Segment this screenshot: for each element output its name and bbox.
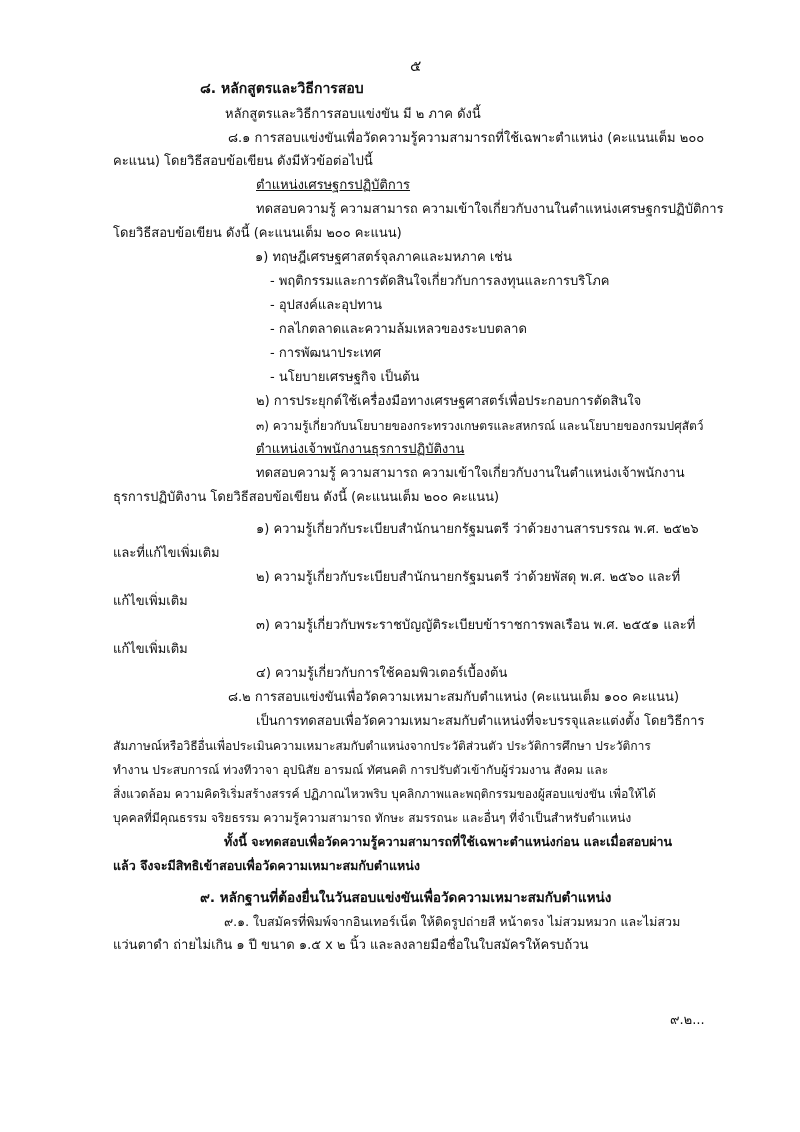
economist-desc1: ทดสอบความรู้ ความสามารถ ความเข้าใจเกี่ยวกับงานในตำแหน่งเศรษฐกรปฏิบัติการ xyxy=(256,202,724,217)
clerk-desc2: ธุรการปฏิบัติงาน โดยวิธีสอบข้อเขียน ดังนี้ (คะแนนเต็ม ๒๐๐ คะแนน) xyxy=(113,490,500,505)
economist-sub3: - กลไกตลาดและความล้มเหลวของระบบตลาด xyxy=(270,322,527,337)
economist-item3: ๓) ความรู้เกี่ยวกับนโยบายของกระทรวงเกษตรและสหกรณ์ และนโยบายของกรมปศุสัตว์ xyxy=(256,419,704,433)
economist-sub1: - พฤติกรรมและการตัดสินใจเกี่ยวกับการลงทุนและการบริโภค xyxy=(270,274,610,289)
clerk-item1b: และที่แก้ไขเพิ่มเติม xyxy=(113,546,220,561)
s82-p4: สิ่งแวดล้อม ความคิดริเริ่มสร้างสรรค์ ปฏิภาณไหวพริบ บุคลิกภาพและพฤติกรรมของผู้สอบแข่งขัน เพื่อให้ได้ xyxy=(113,787,656,801)
clerk-item2b: แก้ไขเพิ่มเติม xyxy=(113,594,188,609)
next-page-marker: ๙.๒... xyxy=(670,1013,705,1028)
s82-p1: เป็นการทดสอบเพื่อวัดความเหมาะสมกับตำแหน่งที่จะบรรจุและแต่งตั้ง โดยวิธีการ xyxy=(256,714,705,729)
economist-title: ตำแหน่งเศรษฐกรปฏิบัติการ xyxy=(256,178,411,193)
economist-sub4: - การพัฒนาประเทศ xyxy=(270,346,381,361)
s91-line2: แว่นตาดำ ถ่ายไม่เกิน ๑ ปี ขนาด ๑.๕ x ๒ นิ้ว และลงลายมือชื่อในใบสมัครให้ครบถ้วน xyxy=(113,938,589,953)
economist-desc2: โดยวิธีสอบข้อเขียน ดังนี้ (คะแนนเต็ม ๒๐๐ คะแนน) xyxy=(113,226,402,241)
clerk-item4: ๔) ความรู้เกี่ยวกับการใช้คอมพิวเตอร์เบื้องต้น xyxy=(256,666,508,681)
clerk-title: ตำแหน่งเจ้าพนักงานธุรการปฏิบัติงาน xyxy=(256,442,465,457)
economist-item1: ๑) ทฤษฎีเศรษฐศาสตร์จุลภาคและมหภาค เช่น xyxy=(255,250,512,265)
clerk-item2a: ๒) ความรู้เกี่ยวกับระเบียบสำนักนายกรัฐมนตรี ว่าด้วยพัสดุ พ.ศ. ๒๕๖๐ และที่ xyxy=(256,570,681,585)
s91-line1: ๙.๑. ใบสมัครที่พิมพ์จากอินเทอร์เน็ต ให้ติดรูปถ่ายสี หน้าตรง ไม่สวมหมวก และไม่สวม xyxy=(224,914,681,929)
s82-p3: ทำงาน ประสบการณ์ ท่วงทีวาจา อุปนิสัย อารมณ์ ทัศนคติ การปรับตัวเข้ากับผู้ร่วมงาน สังคม และ xyxy=(113,763,609,777)
clerk-desc1: ทดสอบความรู้ ความสามารถ ความเข้าใจเกี่ยวกับงานในตำแหน่งเจ้าพนักงาน xyxy=(256,466,685,481)
clerk-item3b: แก้ไขเพิ่มเติม xyxy=(113,642,188,657)
economist-sub2: - อุปสงค์และอุปทาน xyxy=(270,298,383,313)
section8-note2: แล้ว จึงจะมีสิทธิเข้าสอบเพื่อวัดความเหมาะสมกับตำแหน่ง xyxy=(113,858,420,873)
section8-note1: ทั้งนี้ จะทดสอบเพื่อวัดความรู้ความสามารถที่ใช้เฉพาะตำแหน่งก่อน และเมื่อสอบผ่าน xyxy=(224,834,673,849)
page-number: ๕ xyxy=(410,57,422,75)
section9-heading: ๙. หลักฐานที่ต้องยื่นในวันสอบแข่งขันเพื่อวัดความเหมาะสมกับตำแหน่ง xyxy=(200,890,612,906)
s82-p5: บุคคลที่มีคุณธรรม จริยธรรม ความรู้ความสามารถ ทักษะ สมรรถนะ และอื่นๆ ที่จำเป็นสำหรับตำแหน่ง xyxy=(113,811,632,825)
clerk-item1a: ๑) ความรู้เกี่ยวกับระเบียบสำนักนายกรัฐมนตรี ว่าด้วยงานสารบรรณ พ.ศ. ๒๕๒๖ xyxy=(256,522,699,537)
s82-line1: ๘.๒ การสอบแข่งขันเพื่อวัดความเหมาะสมกับตำแหน่ง (คะแนนเต็ม ๑๐๐ คะแนน) xyxy=(228,690,680,705)
clerk-item3a: ๓) ความรู้เกี่ยวกับพระราชบัญญัติระเบียบข้าราชการพลเรือน พ.ศ. ๒๕๕๑ และที่ xyxy=(256,618,696,633)
s82-p2: สัมภาษณ์หรือวิธีอื่นเพื่อประเมินความเหมาะสมกับตำแหน่งจากประวัติส่วนตัว ประวัติการศึกษา ประวัติการ xyxy=(113,739,651,753)
section8-intro: หลักสูตรและวิธีการสอบแข่งขัน มี ๒ ภาค ดังนี้ xyxy=(225,107,481,122)
section8-heading: ๘. หลักสูตรและวิธีการสอบ xyxy=(200,81,364,97)
s81-line2: คะแนน) โดยวิธีสอบข้อเขียน ดังมีหัวข้อต่อไปนี้ xyxy=(113,154,373,169)
economist-item2: ๒) การประยุกต์ใช้เครื่องมือทางเศรษฐศาสตร์เพื่อประกอบการตัดสินใจ xyxy=(256,394,642,409)
economist-sub5: - นโยบายเศรษฐกิจ เป็นต้น xyxy=(270,370,420,385)
s81-line1: ๘.๑ การสอบแข่งขันเพื่อวัดความรู้ความสามารถที่ใช้เฉพาะตำแหน่ง (คะแนนเต็ม ๒๐๐ xyxy=(228,131,705,146)
